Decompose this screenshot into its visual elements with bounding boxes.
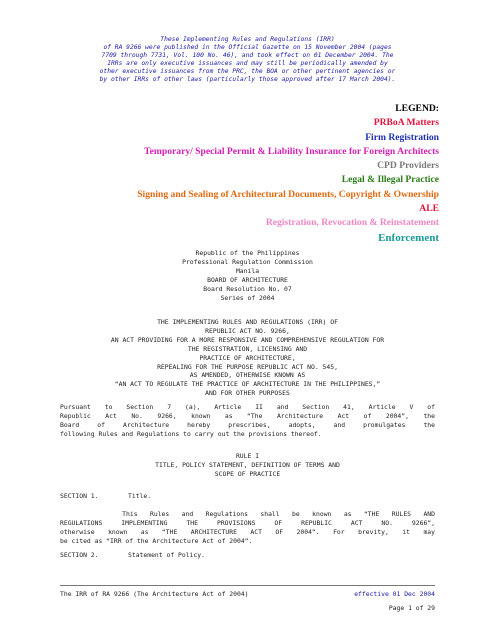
title-line: THE REGISTRATION, LICENSING AND (187, 344, 308, 353)
heading-line: Manila (235, 266, 260, 275)
pursuant-paragraph (60, 403, 435, 439)
heading-line: Republic of the Philippines (195, 249, 300, 257)
rule-line: RULE I (235, 452, 260, 460)
section-title: Title. (128, 492, 152, 500)
legend-item: ALE (419, 203, 439, 215)
notice-line: by other IRRs of other laws (particularly those approved after 17 March 2004). (99, 76, 396, 84)
rule-line: SCOPE OF PRACTICE (214, 469, 281, 478)
notice-line: These Implementing Rules and Regulations (IRR) (160, 36, 335, 43)
footer-divider (60, 585, 435, 586)
section-2-heading (60, 551, 205, 559)
paragraph-line: This Rules and Regulations shall be known as “THE RULES AND (60, 510, 435, 518)
title-line: AS AMENDED, OTHERWISE KNOWN AS (189, 371, 306, 380)
section-label: SECTION 2. (60, 551, 99, 559)
legend-item: PRBoA Matters (373, 117, 439, 129)
paragraph-line: Pursuant to Section 7 (a), Article II and Section 41, Article V of (60, 403, 435, 411)
title-line: REPUBLIC ACT NO. 9266, (205, 326, 290, 335)
heading-line: Series of 2004 (220, 293, 275, 302)
legend-item: Firm Registration (365, 131, 439, 143)
section-1-body (60, 510, 435, 546)
paragraph-line: Republic Act No. 9266, known as “The Architecture Act of 2004”, the (60, 411, 435, 420)
heading-line: BOARD OF ARCHITECTURE (207, 275, 288, 284)
legend-item: CPD Providers (377, 160, 439, 172)
rule-heading (60, 452, 435, 479)
title-line: PRACTICE OF ARCHITECTURE, (199, 353, 296, 362)
title-line: THE IMPLEMENTING RULES AND REGULATIONS (IRR) OF (157, 318, 338, 326)
legend-title: LEGEND: (395, 103, 439, 114)
publication-notice (40, 36, 455, 85)
section-title: Statement of Policy. (128, 551, 205, 559)
notice-line: 7709 through 7731, Vol. 100 No. 46), and took effect on 01 December 2004. The (101, 52, 394, 60)
legend-item: Legal & Illegal Practice (341, 174, 439, 186)
title-line: “AN ACT TO REGULATE THE PRACTICE OF ARCHITECTURE IN THE PHILIPPINES,” (114, 380, 381, 389)
notice-line: of RA 9266 were published in the Official Gazette on 15 November 2004 (pages (103, 44, 392, 52)
heading-line: Professional Regulation Commission (182, 257, 313, 266)
heading-line: Board Resolution No. 07 (203, 284, 292, 293)
paragraph-line: Board of Architecture hereby prescribes, adopts, and promulgates the (60, 420, 435, 429)
notice-line: other executive issuances from the PRC, the BOA or other pertinent agencies or (99, 68, 396, 76)
paragraph-line: be cited as “IRR of the Architecture Act of 2004”. (60, 536, 253, 545)
page-number: Page 1 of 29 (388, 604, 435, 612)
legend-item: Temporary/ Special Permit & Liability Insurance for Foreign Architects (144, 145, 439, 157)
title-line: AN ACT PROVIDING FOR A MORE RESPONSIVE AND COMPREHENSIVE REGULATION FOR (110, 335, 385, 344)
issuer-heading (60, 249, 435, 302)
section-label: SECTION 1. (60, 492, 99, 500)
paragraph-line: REGULATIONS IMPLEMENTING THE PROVISIONS OF REPUBLIC ACT NO. 9266”, (60, 518, 435, 527)
legend-item: Signing and Sealing of Architectural Documents, Copyright & Ownership (137, 188, 439, 200)
title-line: REPEALING FOR THE PURPOSE REPUBLIC ACT NO. 545, (157, 362, 338, 371)
paragraph-line: following Rules and Regulations to carry out the provisions thereof. (60, 429, 322, 438)
legend-item: Enforcement (378, 231, 439, 244)
section-1-heading (60, 492, 151, 500)
footer-document-name: The IRR of RA 9266 (The Architecture Act of 2004) (60, 590, 249, 598)
rule-line: TITLE, POLICY STATEMENT, DEFINITION OF TERMS AND (155, 460, 340, 469)
notice-line: IRRs are only executive issuances and may still be periodically amended by (107, 60, 388, 68)
legend-item: Registration, Revocation & Reinstatement (265, 217, 439, 229)
color-legend (59, 102, 439, 245)
title-line: AND FOR OTHER PURPOSES (205, 389, 290, 398)
paragraph-line: otherwise known as “THE ARCHITECTURE ACT OF 2004”. For brevity, it may (60, 527, 435, 536)
footer-effective-date: effective 01 Dec 2004 (354, 590, 435, 598)
document-title (60, 318, 435, 398)
